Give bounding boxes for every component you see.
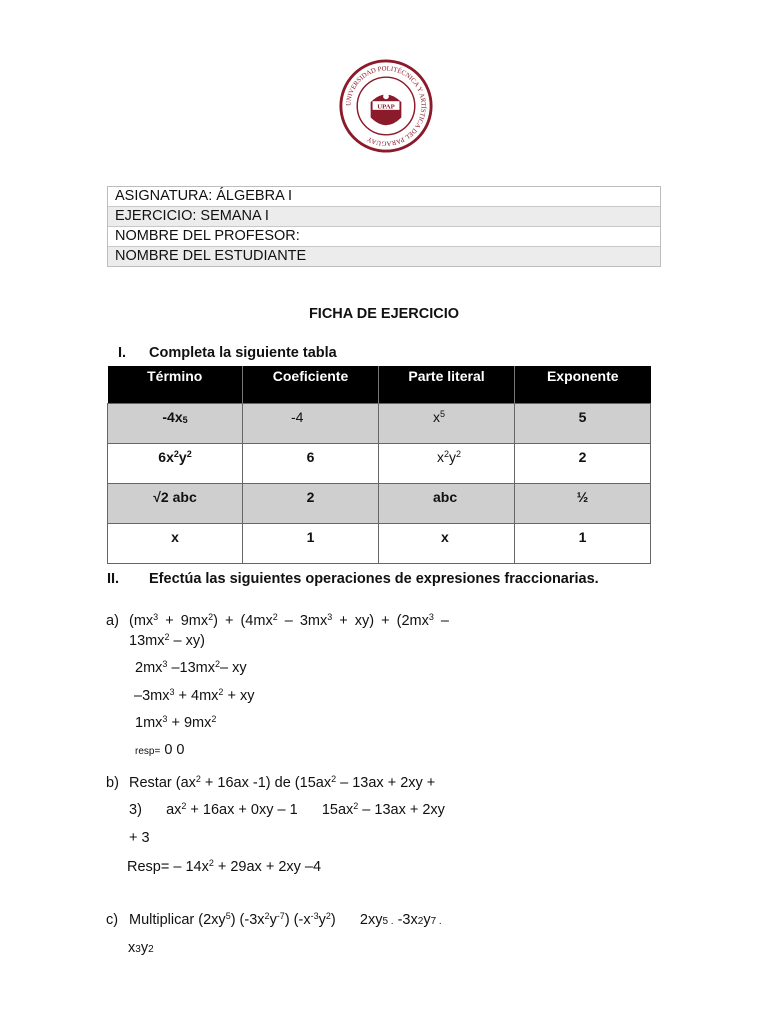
cell-exponent: ½ (515, 484, 651, 524)
seal-center-text: UPAP (377, 103, 395, 111)
cell-literal: x (379, 524, 515, 564)
cell-coefficient: 1 (243, 524, 379, 564)
column-header-literal: Parte literal (379, 366, 515, 404)
table-row (108, 404, 651, 444)
section-1-heading: Completa la siguiente tabla (149, 345, 337, 361)
university-seal-logo (338, 58, 434, 154)
section-2-number: II. (107, 571, 120, 587)
cell-coefficient: -4 (243, 404, 379, 444)
cell-literal: abc (379, 484, 515, 524)
table-row (108, 484, 651, 524)
exercise-b-statement-line2: 3) $ax^2 + 16ax + 0xy - 1$ $15ax^2 - 13ax + 2xy$ (129, 801, 445, 818)
cell-term: x (108, 524, 243, 564)
exercise-a-statement-line1: $(mx^3 + 9mx^2) + (4mx^2 - 3mx^3 + xy) + (2mx^3$ – (129, 612, 449, 629)
exercise-b-statement-line3: + 3 (129, 830, 150, 846)
column-header-term: Término (108, 366, 243, 404)
section-1-number: I. (118, 345, 127, 361)
exercise-c-statement-line2: x3y2 (128, 940, 154, 956)
exercise-b-label: b) (106, 775, 119, 791)
exercise-b-answer: Resp= – $14x^2 + 29ax + 2xy$ –4 (127, 858, 322, 875)
subject-field: ASIGNATURA: ÁLGEBRA I (108, 187, 660, 207)
table-row (108, 444, 651, 484)
column-header-exponent: Exponente (515, 366, 651, 404)
cell-exponent: 5 (515, 404, 651, 444)
exercise-c-label: c) (106, 912, 119, 928)
seal-ring-text: UNIVERSIDAD POLITÉCNICA Y ARTÍSTICA DEL PARAGUAY (345, 65, 427, 147)
section-2-heading: Efectúa las siguientes operaciones de expresiones fraccionarias. (149, 571, 599, 587)
column-header-coefficient: Coeficiente (243, 366, 379, 404)
document-title: FICHA DE EJERCICIO (308, 306, 460, 322)
exercise-a-answer: resp= 0 0 (135, 742, 185, 758)
table-row (108, 524, 651, 564)
cell-term: $6x^2y^2$ (108, 444, 243, 484)
cell-term: √2 abc (108, 484, 243, 524)
exercise-a-label: a) (106, 613, 119, 629)
exercise-a-work-line1: $2mx^3$ $-13mx^2-$ xy (135, 659, 247, 676)
cell-exponent: 1 (515, 524, 651, 564)
header-info-box (107, 186, 661, 267)
cell-coefficient: 6 (243, 444, 379, 484)
cell-literal: $x^5$ (379, 404, 515, 444)
cell-literal: $x^2y^2$ (379, 444, 515, 484)
terms-table (107, 366, 651, 564)
table-header-row (108, 366, 651, 404)
teacher-field: NOMBRE DEL PROFESOR: (108, 227, 660, 247)
exercise-field: EJERCICIO: SEMANA I (108, 207, 660, 227)
exercise-a-statement-line2: $13mx^2 - xy$) (129, 632, 205, 649)
student-field: NOMBRE DEL ESTUDIANTE (108, 247, 660, 266)
exercise-a-work-line3: $1mx^3 + 9mx^2$ (135, 714, 217, 731)
exercise-c-statement-line1: Multiplicar $(2xy^5)$ $(-3x^2y^{-7})$ $(-x^{-3}y^2)$ 2xy5 . -3x2y7 . (129, 911, 442, 928)
cell-coefficient: 2 (243, 484, 379, 524)
exercise-a-work-line2: $-3mx^3 + 4mx^2$ + xy (134, 687, 255, 704)
exercise-b-statement-line1: Restar ($ax^2 + 16ax$ -1) de ($15ax^2 - 13ax + 2xy$ + (129, 774, 436, 791)
cell-term: $-4x_5$ (108, 404, 243, 444)
cell-exponent: 2 (515, 444, 651, 484)
